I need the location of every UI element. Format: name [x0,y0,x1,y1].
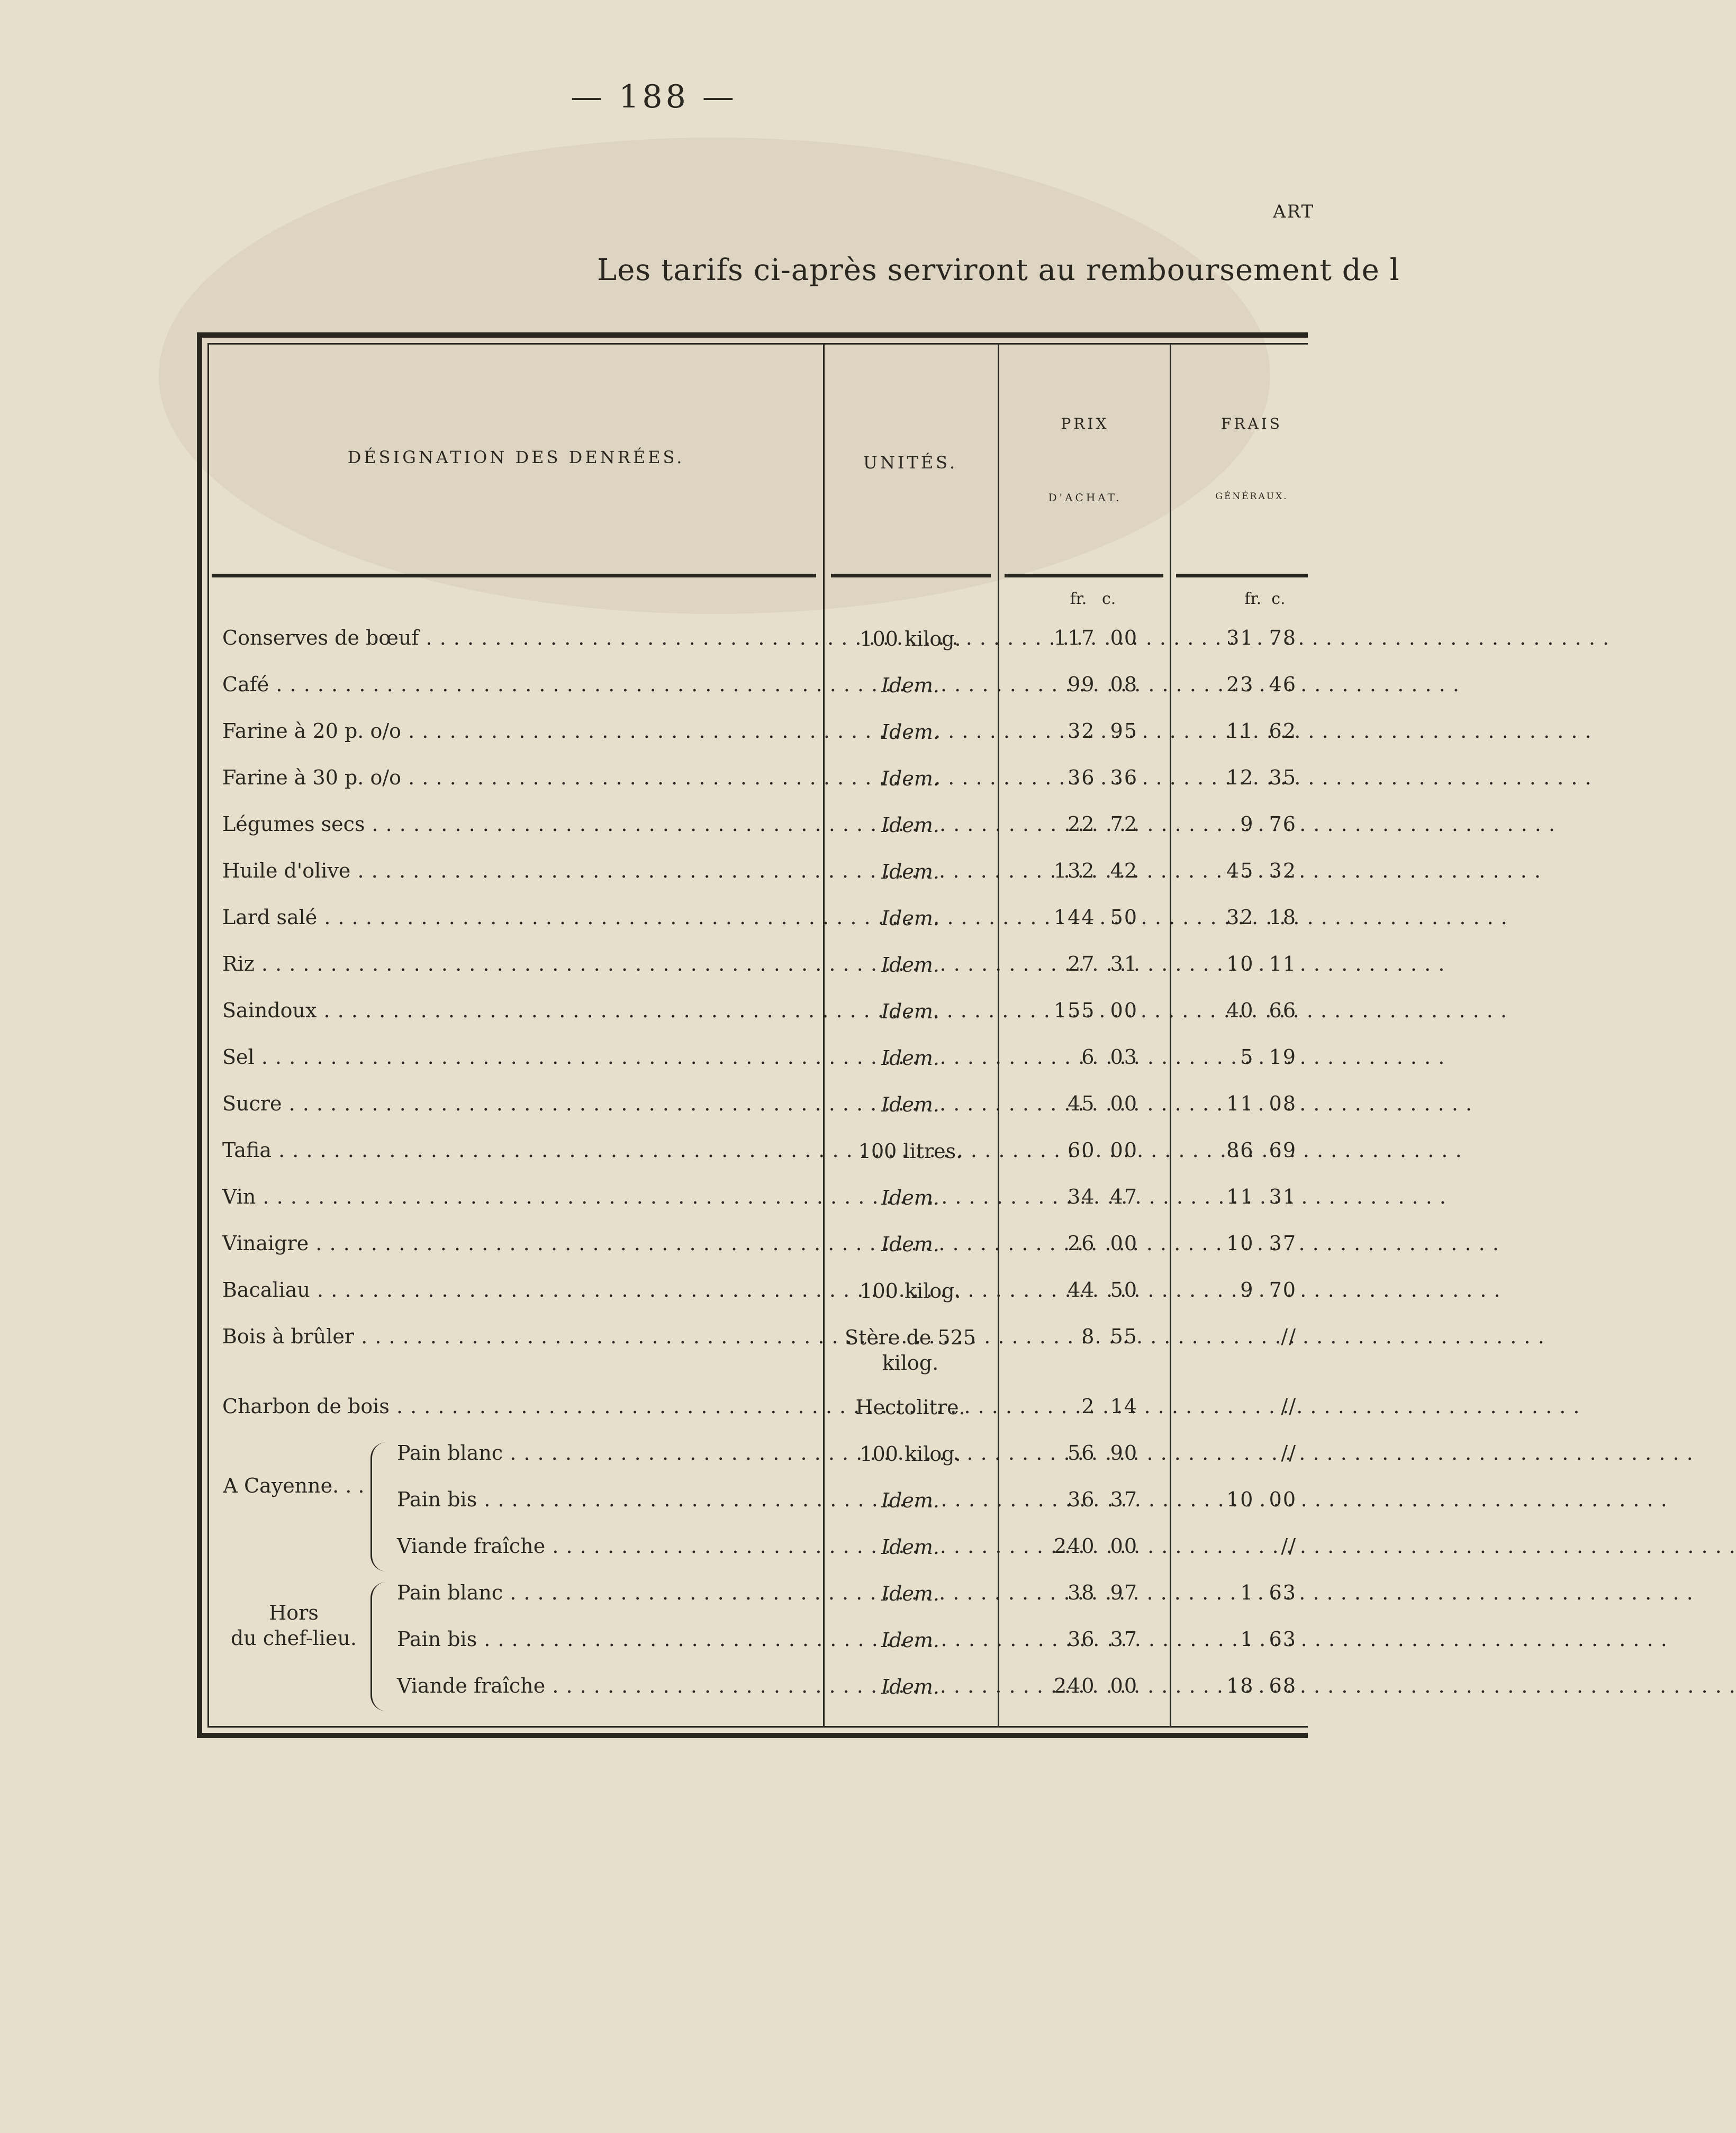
row-designation: Lard salé . . . [222,906,815,929]
table-row [0,762,1308,808]
row-unit: Idem. [881,1582,939,1605]
group-label-cayenne [217,1473,370,1498]
row-designation: Sucre . . . [222,1092,815,1115]
row-designation: Charbon de bois . . . [222,1395,815,1418]
row-designation: Pain blanc . . . [397,1581,815,1604]
row-unit: Idem. [881,1000,939,1023]
table-row [0,1134,1308,1181]
row-frais-generaux: // [1281,1441,1297,1465]
row-prix-achat: 240 00 [1053,1534,1138,1558]
row-unit: Idem. [881,860,939,883]
header-rule-units [831,574,991,577]
group-label-hors [217,1600,370,1651]
row-prix-achat: 45 00 [1068,1092,1138,1115]
row-prix-achat: 240 00 [1053,1674,1138,1697]
row-designation: Pain bis . . . [397,1488,815,1511]
row-frais-generaux: 9 70 [1240,1278,1297,1302]
row-unit: Idem. [881,674,939,697]
row-unit: Idem. [881,1489,939,1512]
table-row [0,1670,1308,1716]
row-designation: Saindoux . . . [222,999,815,1022]
article-fragment: ART [1273,201,1315,222]
row-frais-generaux: 11 31 [1226,1185,1297,1208]
table-row [0,808,1308,855]
row-designation: Bois à brûler . . . [222,1325,815,1348]
row-prix-achat: 26 00 [1068,1232,1138,1255]
row-prix-achat: 8 55 [1081,1325,1138,1348]
table-row [0,1530,1308,1577]
header-frais-sub: GÉNÉRAUX. [1215,491,1288,502]
row-frais-generaux: 32 18 [1226,906,1297,929]
row-frais-generaux: 1 63 [1240,1581,1297,1604]
row-prix-achat: 144 50 [1053,906,1138,929]
row-frais-generaux: // [1281,1395,1297,1418]
row-unit: Idem. [881,1629,939,1652]
row-designation: Sel . . . [222,1045,815,1069]
table-row [0,1321,1308,1375]
table-row [0,901,1308,948]
row-frais-generaux: 23 46 [1226,673,1297,696]
header-rule-prix [1005,574,1163,577]
row-unit: Idem. [881,907,939,930]
row-prix-achat: 132 42 [1053,859,1138,882]
row-frais-generaux: 31 78 [1226,626,1297,649]
group-label-hors-line: du chef-lieu. [230,1626,357,1650]
header-frais: FRAIS [1221,415,1282,432]
row-prix-achat: 155 00 [1053,999,1138,1022]
row-unit: Idem. [881,1233,939,1256]
row-frais-generaux: 40 66 [1226,999,1297,1022]
table-row [0,995,1308,1041]
row-frais-generaux: 10 00 [1226,1488,1297,1511]
currency-label-prix: fr. c. [1070,590,1116,608]
row-frais-generaux: 18 68 [1226,1674,1297,1697]
header-prix-sub: D'ACHAT. [1048,491,1122,504]
row-frais-generaux: 11 08 [1226,1092,1297,1115]
table-row [0,715,1308,762]
table-row [0,1181,1308,1227]
row-designation: Riz . . . [222,952,815,975]
row-designation: Vin . . . [222,1185,815,1208]
table-row [0,622,1308,668]
row-unit: 100 litres. [858,1140,963,1163]
row-frais-generaux: // [1281,1534,1297,1558]
table-row [0,1227,1308,1274]
row-designation: Tafia . . . [222,1138,815,1162]
row-designation: Vinaigre . . . [222,1232,815,1255]
row-frais-generaux: 9 76 [1240,812,1297,836]
row-prix-achat: 36 36 [1068,766,1138,789]
table-row [0,1577,1308,1623]
row-designation: Bacaliau . . . [222,1278,815,1302]
header-unites: UNITÉS. [863,453,958,473]
row-prix-achat: 32 95 [1068,719,1138,743]
table-row [0,1390,1308,1437]
row-designation: Viande fraîche . . . [397,1674,815,1697]
row-unit: Idem. [881,1675,939,1698]
table-row [0,948,1308,995]
brace-icon [370,1582,386,1711]
row-designation: Farine à 20 p. o/o . . . [222,719,815,743]
group-label-hors-line: Hors [269,1601,319,1624]
row-designation: Huile d'olive . . . [222,859,815,882]
row-designation: Pain bis . . . [397,1628,815,1651]
row-frais-generaux: 10 37 [1226,1232,1297,1255]
row-prix-achat: 36 37 [1068,1488,1138,1511]
row-prix-achat: 22 72 [1068,812,1138,836]
group-label-cayenne-line: A Cayenne. . . [223,1474,365,1497]
row-frais-generaux: 11 62 [1226,719,1297,743]
table-row [0,1088,1308,1134]
row-designation: Pain blanc . . . [397,1441,815,1465]
row-frais-generaux: 5 19 [1240,1045,1297,1069]
header-designation: DÉSIGNATION DES DENRÉES. [347,447,685,467]
row-unit: Idem. [881,814,939,837]
row-frais-generaux: 12 35 [1226,766,1297,789]
currency-label-frais: fr. c. [1244,590,1286,608]
table-row [0,668,1308,715]
row-frais-generaux: 86 69 [1226,1138,1297,1162]
row-unit: Hectolitre. [855,1396,965,1419]
row-designation: Légumes secs . . . [222,812,815,836]
row-frais-generaux: 45 32 [1226,859,1297,882]
row-designation: Viande fraîche . . . [397,1534,815,1558]
row-unit: 100 kilog. [860,627,961,650]
row-prix-achat: 2 14 [1081,1395,1138,1418]
row-unit: 100 kilog. [860,1279,961,1303]
row-prix-achat: 117 00 [1053,626,1138,649]
table-row [0,1484,1308,1530]
table-row [0,1274,1308,1321]
table-row [0,1437,1308,1484]
table-row [0,1623,1308,1670]
header-rule-designation [212,574,816,577]
row-unit: Idem. [881,720,939,744]
row-prix-achat: 27 31 [1068,952,1138,975]
row-prix-achat: 44 50 [1068,1278,1138,1302]
row-unit: Idem. [881,1093,939,1116]
row-frais-generaux: 1 63 [1240,1628,1297,1651]
row-designation: Farine à 30 p. o/o . . . [222,766,815,789]
row-unit: Idem. [881,953,939,977]
row-prix-achat: 38 97 [1068,1581,1138,1604]
header-prix: PRIX [1061,415,1109,432]
row-prix-achat: 36 37 [1068,1628,1138,1651]
table-row [0,1041,1308,1088]
row-designation: Café . . . [222,673,815,696]
row-prix-achat: 6 03 [1081,1045,1138,1069]
table-row [0,855,1308,901]
row-unit: Idem. [881,1186,939,1209]
row-unit: Idem. [881,1046,939,1070]
row-prix-achat: 34 47 [1068,1185,1138,1208]
row-frais-generaux: 10 11 [1226,952,1297,975]
row-unit: Idem. [881,767,939,790]
row-prix-achat: 99 08 [1068,673,1138,696]
intro-text: Les tarifs ci-après serviront au remboursement de l [597,253,1400,287]
row-prix-achat: 56 90 [1068,1441,1138,1465]
row-prix-achat: 60 00 [1068,1138,1138,1162]
brace-icon [370,1442,386,1571]
row-unit: 100 kilog. [860,1442,961,1466]
row-unit: Stère de 525 kilog. [845,1326,976,1375]
row-frais-generaux: // [1281,1325,1297,1348]
header-rule-frais [1176,574,1308,577]
page-number: — 188 — [571,78,737,115]
row-designation: Conserves de bœuf . . . [222,626,815,649]
row-unit: Idem. [881,1535,939,1559]
